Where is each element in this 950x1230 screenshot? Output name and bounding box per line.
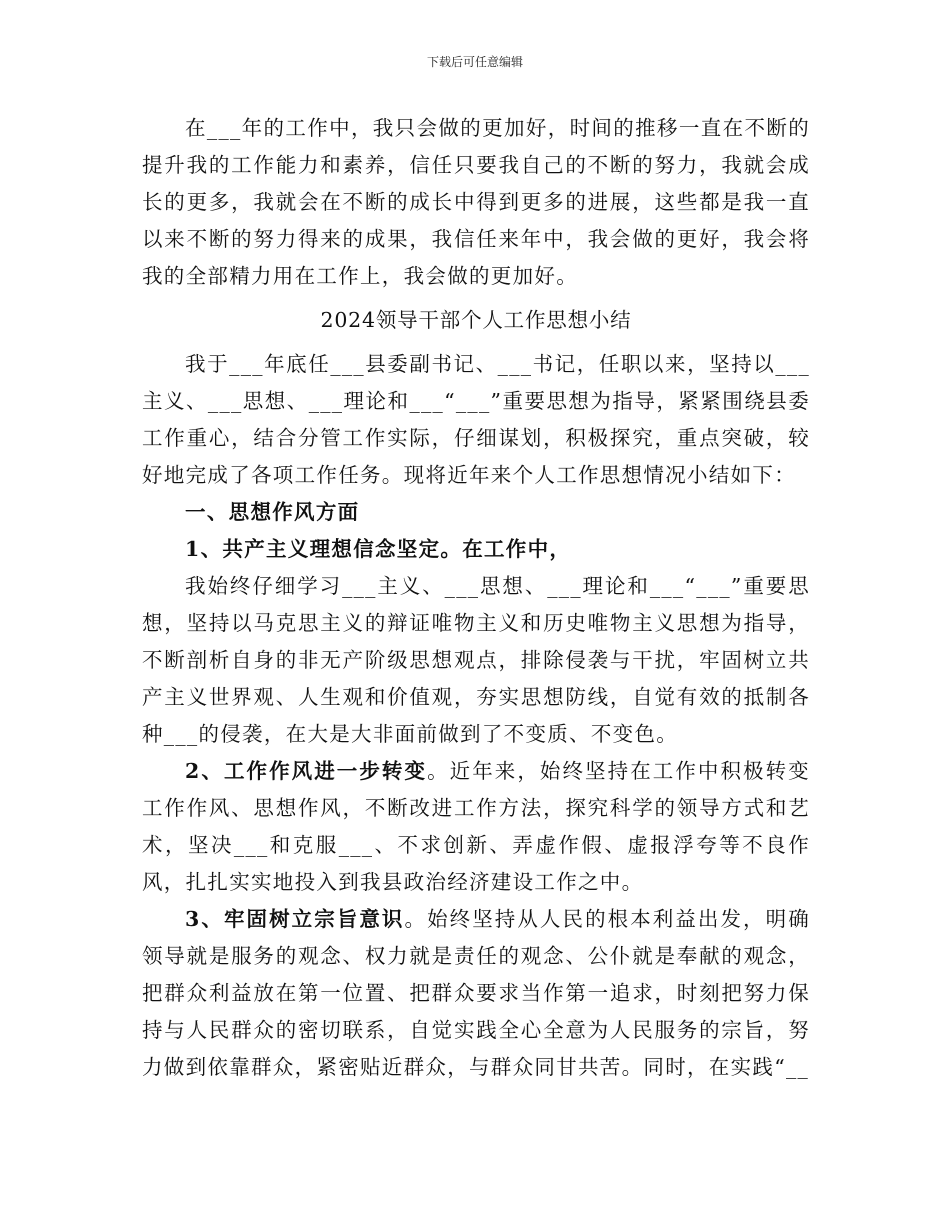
section-heading: 一、思想作风方面 xyxy=(185,500,360,524)
intro-paragraph: 在___年的工作中，我只会做的更加好，时间的推移一直在不断的提升我的工作能力和素养，信任只要我自己的不断的努力，我就会成长的更多，我就会在不断的成长中得到更多的进展，这些都是我一直以来不断的努力得来的成果，我信任来年中，我会做的更好，我会将我的全部精力用在工作上，我会做的更加好。 xyxy=(142,116,810,288)
document-title: 2024领导干部个人工作思想小结 xyxy=(320,308,632,332)
header-note: 下载后可任意编辑 xyxy=(426,55,523,69)
item-2-lead: 2、工作作风进一步转变 xyxy=(185,759,428,783)
item-1-paragraph: 我始终仔细学习___主义、___思想、___理论和___“___”重要思想，坚持以马克思主义的辩证唯物主义和历史唯物主义思想为指导，不断剖析自身的非无产阶级思想观点，排除侵袭与干扰，牢固树立共产主义世界观、人生观和价值观，夯实思想防线，自觉有效的抵制各种___的侵袭，在大是大非面前做到了不变质、不变色。 xyxy=(142,574,810,746)
item-2-body: 。近年来，始终坚持在工作中积极转变工作作风、思想作风，不断改进工作方法，探究科学的领导方式和艺术，坚决___和克服___、不求创新、弄虚作假、虚报浮夸等不良作风，扎扎实实地投入到我县政治经济建设工作之中。 xyxy=(142,759,810,894)
item-3-paragraph xyxy=(142,901,810,1086)
item-3-lead: 3、牢固树立宗旨意识 xyxy=(185,907,405,931)
document-body xyxy=(142,110,810,1086)
item-1-heading: 1、共产主义理想信念坚定。在工作中， xyxy=(185,537,572,561)
summary-paragraph: 我于___年底任___县委副书记、___书记，任职以来，坚持以___主义、___思想、___理论和___“___”重要思想为指导，紧紧围绕县委工作重心，结合分管工作实际，仔细谋划，积极探究，重点突破，较好地完成了各项工作任务。现将近年来个人工作思想情况小结如下： xyxy=(142,352,810,487)
item-3-body: 。始终坚持从人民的根本利益出发，明确领导就是服务的观念、权力就是责任的观念、公仆就是奉献的观念，把群众利益放在第一位置、把群众要求当作第一追求，时刻把努力保持与人民群众的密切联系，自觉实践全心全意为人民服务的宗旨，努力做到依靠群众，紧密贴近群众，与群众同甘共苦。同时，在实践“__ xyxy=(142,907,810,1079)
item-2-paragraph xyxy=(142,753,810,901)
